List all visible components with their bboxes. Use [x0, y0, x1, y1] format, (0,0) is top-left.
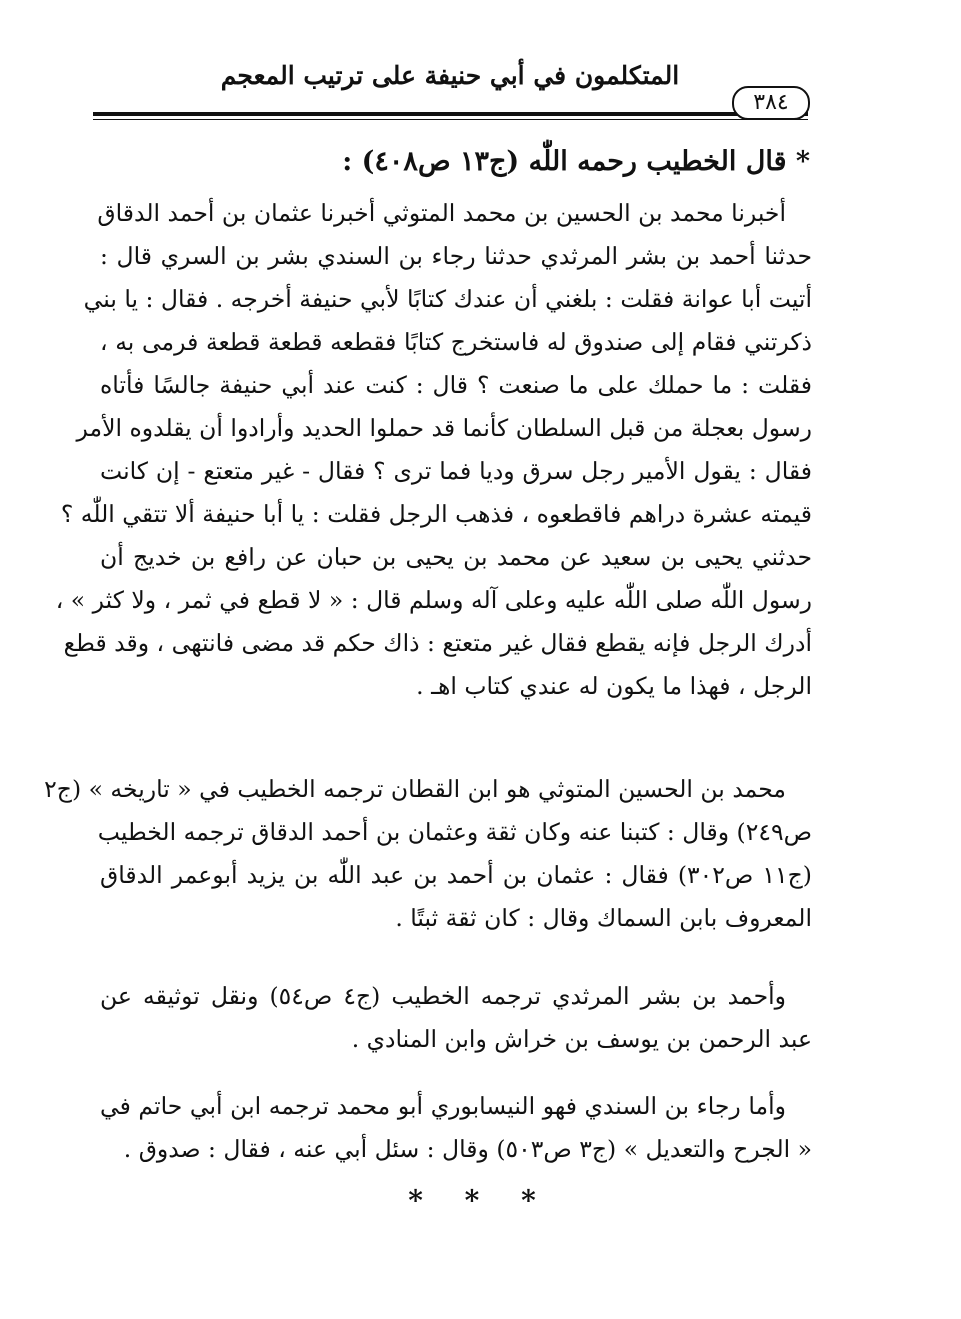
- paragraph-line: محمد بن الحسين المتوثي هو ابن القطان ترجمه الخطيب في « تاريخه » (ج٢: [44, 775, 786, 803]
- paragraph-line: قيمته عشرة دراهم فاقطعوه ، فذهب الرجل فقلت : يا أبا حنيفة ألا تتقي اللّٰه ؟: [60, 500, 812, 528]
- paragraph-1: [55, 192, 812, 708]
- paragraph-line: وأما رجاء بن السندي فهو النيسابوري أبو محمد ترجمه ابن أبي حاتم في: [100, 1092, 786, 1120]
- paragraph-3: [100, 975, 812, 1061]
- paragraph-line: وأحمد بن بشر المرثدي ترجمه الخطيب (ج٤ ص٥٤) ونقل توثيقه عن: [100, 982, 786, 1010]
- page-number-badge: ٣٨٤: [732, 86, 810, 120]
- paragraph-line: أدرك الرجل فإنه يقطع فقال غير متعتع : ذاك حكم قد مضى فانتهى ، وقد قطع: [63, 629, 812, 657]
- paragraph-line: ذكرتني فقام إلى صندوق له فاستخرج كتابًا فقطعه قطعة قطعة فرمى به ،: [100, 328, 812, 356]
- running-title: المتكلمون في أبي حنيفة على ترتيب المعجم: [220, 61, 680, 90]
- paragraph-line: الرجل ، فهذا ما يكون له عندي كتاب اهـ .: [416, 672, 812, 700]
- section-separator: * * *: [408, 1184, 552, 1217]
- paragraph-line: « الجرح والتعديل » (ج٣ ص٥٠٣) وقال : سئل أبي عنه ، فقال : صدوق .: [123, 1135, 812, 1163]
- paragraph-line: رسول بعجلة من قبل السلطان كأنما قد حملوا الحديد وأرادوا أن يقلدوه الأمر: [76, 414, 812, 442]
- paragraph-line: عبد الرحمن بن يوسف بن خراش وابن المنادي .: [351, 1025, 812, 1053]
- paragraph-line: (ج١١ ص٣٠٢) فقال : عثمان بن أحمد بن عبد اللّٰه بن يزيد أبوعمر الدقاق: [100, 861, 812, 889]
- header-rule-thin: [93, 119, 808, 120]
- paragraph-line: فقال : يقول الأمير رجل سرق وديا فما ترى ؟ فقال - غير متعتع - إن كانت: [100, 457, 812, 485]
- paragraph-line: حدثني يحيى بن سعيد عن محمد بن يحيى بن حبان عن رافع بن خديج أن: [100, 543, 812, 571]
- paragraph-line: رسول اللّٰه صلى اللّٰه عليه وعلى آله وسلم قال : « لا قطع في ثمر ، ولا كثر » ،: [55, 586, 812, 614]
- paragraph-line: أخبرنا محمد بن الحسين بن محمد المتوثي أخبرنا عثمان بن أحمد الدقاق: [97, 199, 786, 227]
- paragraph-line: فقلت : ما حملك على ما صنعت ؟ قال : كنت عند أبي حنيفة جالسًا فأتاه: [100, 371, 812, 399]
- section-heading: * قال الخطيب رحمه اللّٰه (ج١٣ ص٤٠٨) :: [342, 146, 810, 177]
- paragraph-line: أتيت أبا عوانة فقلت : بلغني أن عندك كتابًا لأبي حنيفة أخرجه . فقال : يا بني: [83, 285, 812, 313]
- paragraph-line: المعروف بابن السماك وقال : كان ثقة ثبتًا .: [395, 904, 812, 932]
- paragraph-4: [100, 1085, 812, 1171]
- paragraph-line: ص٢٤٩) وقال : كتبنا عنه وكان ثقة وعثمان بن أحمد الدقاق ترجمه الخطيب: [97, 818, 812, 846]
- paragraph-2: [44, 768, 812, 940]
- header-rule-thick: [93, 112, 808, 116]
- paragraph-line: حدثنا أحمد بن بشر المرثدي حدثنا رجاء بن السندي بشر بن السري قال :: [100, 242, 812, 270]
